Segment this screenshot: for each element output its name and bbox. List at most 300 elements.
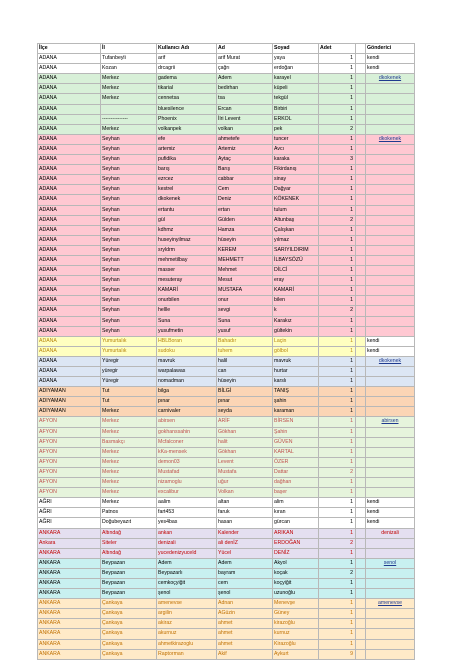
cell-soyad: erdoğan — [273, 64, 319, 74]
cell-kullanici-adi: KAMARİ — [157, 286, 217, 296]
cell-kullanici-adi: akiraz — [157, 619, 217, 629]
cell-kullanici-adi: onurbilen — [157, 296, 217, 306]
cell-adet: 1 — [319, 255, 356, 265]
cell-ilce: ADANA — [38, 225, 101, 235]
cell-il: Çankaya — [101, 629, 157, 639]
cell-adet: 1 — [319, 518, 356, 528]
cell-gonderici — [366, 478, 415, 488]
cell-ad: ahmetefe — [217, 134, 273, 144]
cell-kullanici-adi: masser — [157, 266, 217, 276]
cell-gonderici: kendi — [366, 498, 415, 508]
cell-gonderici — [366, 619, 415, 629]
cell-il: Seyhan — [101, 144, 157, 154]
cell-soyad: yılmaz — [273, 235, 319, 245]
cell-gonderici — [366, 205, 415, 215]
cell-gonderici[interactable]: abirsen — [366, 417, 415, 427]
cell-il: Merkez — [101, 84, 157, 94]
cell-soyad: Güney — [273, 609, 319, 619]
cell-soyad: BİRSEN — [273, 417, 319, 427]
cell-soyad: dağhan — [273, 478, 319, 488]
cell-il: Seyhan — [101, 195, 157, 205]
cell-ilce: AĞRI — [38, 498, 101, 508]
cell-ad: ARİF — [217, 417, 273, 427]
cell-soyad: TANIŞ — [273, 387, 319, 397]
cell-kullanici-adi: Raptorman — [157, 649, 217, 659]
table-row — [38, 589, 415, 599]
cell-kullanici-adi: amenevse — [157, 599, 217, 609]
cell-adet: 1 — [319, 64, 356, 74]
cell-adet: 1 — [319, 74, 356, 84]
cell-il: Çankaya — [101, 649, 157, 659]
cell-kullanici-adi: nomadman — [157, 377, 217, 387]
cell-spacer — [356, 175, 366, 185]
cell-il: Merkez — [101, 467, 157, 477]
cell-ad: MUSTAFA — [217, 286, 273, 296]
cell-ilce: ADIYAMAN — [38, 407, 101, 417]
cell-gonderici — [366, 488, 415, 498]
cell-spacer — [356, 326, 366, 336]
cell-soyad: sinay — [273, 175, 319, 185]
cell-spacer — [356, 377, 366, 387]
cell-adet: 1 — [319, 165, 356, 175]
cell-ad: AGüzin — [217, 609, 273, 619]
cell-spacer — [356, 558, 366, 568]
cell-ilce: ADIYAMAN — [38, 387, 101, 397]
cell-kullanici-adi: abirsen — [157, 417, 217, 427]
cell-spacer — [356, 518, 366, 528]
cell-soyad: tuncer — [273, 134, 319, 144]
cell-ilce: ADANA — [38, 296, 101, 306]
cell-kullanici-adi: aalim — [157, 498, 217, 508]
cell-kullanici-adi: yes4bas — [157, 518, 217, 528]
table-row — [38, 457, 415, 467]
cell-adet: 1 — [319, 195, 356, 205]
cell-adet: 1 — [319, 508, 356, 518]
cell-soyad: DENİZ — [273, 548, 319, 558]
cell-kullanici-adi: cemkoçyiğit — [157, 578, 217, 588]
table-row — [38, 84, 415, 94]
cell-ilce: ADANA — [38, 74, 101, 84]
cell-soyad: yaya — [273, 54, 319, 64]
cell-spacer — [356, 417, 366, 427]
cell-kullanici-adi: gokhanssahin — [157, 427, 217, 437]
cell-soyad: gölbol — [273, 346, 319, 356]
cell-soyad: Fikirdanış — [273, 165, 319, 175]
cell-gonderici[interactable]: amenevse — [366, 599, 415, 609]
cell-spacer — [356, 185, 366, 195]
cell-spacer — [356, 144, 366, 154]
cell-kullanici-adi: tikarial — [157, 84, 217, 94]
table-row — [38, 346, 415, 356]
cell-il: Seyhan — [101, 306, 157, 316]
cell-kullanici-adi: ankan — [157, 528, 217, 538]
cell-spacer — [356, 94, 366, 104]
cell-gonderici — [366, 589, 415, 599]
cell-kullanici-adi: sryldrm — [157, 245, 217, 255]
cell-gonderici — [366, 155, 415, 165]
table-body — [38, 54, 415, 660]
header-adet: Adet — [319, 44, 356, 54]
cell-adet: 1 — [319, 346, 356, 356]
cell-adet: 1 — [319, 367, 356, 377]
cell-soyad: şahin — [273, 397, 319, 407]
cell-ilce: ANKARA — [38, 649, 101, 659]
cell-ilce: ANKARA — [38, 528, 101, 538]
cell-il: Siteler — [101, 538, 157, 548]
cell-gonderici — [366, 568, 415, 578]
cell-soyad: karaman — [273, 407, 319, 417]
cell-spacer — [356, 367, 366, 377]
cell-gonderici — [366, 235, 415, 245]
cell-ilce: ANKARA — [38, 558, 101, 568]
cell-adet: 1 — [319, 417, 356, 427]
cell-adet: 1 — [319, 54, 356, 64]
cell-gonderici — [366, 165, 415, 175]
cell-kullanici-adi: fart453 — [157, 508, 217, 518]
cell-soyad: Dağyar — [273, 185, 319, 195]
cell-adet: 1 — [319, 245, 356, 255]
table-row — [38, 508, 415, 518]
cell-soyad: ERKOL — [273, 114, 319, 124]
cell-ad: Levent — [217, 457, 273, 467]
cell-ad: cem — [217, 578, 273, 588]
cell-ilce: ADANA — [38, 64, 101, 74]
cell-ad: pınar — [217, 397, 273, 407]
cell-spacer — [356, 619, 366, 629]
cell-gonderici — [366, 255, 415, 265]
cell-il: Merkez — [101, 457, 157, 467]
cell-gonderici — [366, 578, 415, 588]
cell-spacer — [356, 508, 366, 518]
cell-kullanici-adi: carnivaler — [157, 407, 217, 417]
cell-gonderici — [366, 548, 415, 558]
cell-soyad: Şahin — [273, 427, 319, 437]
cell-il: Seyhan — [101, 175, 157, 185]
cell-gonderici[interactable]: dkokenek — [366, 356, 415, 366]
cell-il: Merkez — [101, 478, 157, 488]
cell-ilce: ADANA — [38, 144, 101, 154]
cell-il: Seyhan — [101, 155, 157, 165]
cell-ilce: ADANA — [38, 54, 101, 64]
cell-kullanici-adi: warpalawas — [157, 367, 217, 377]
table-row — [38, 367, 415, 377]
cell-gonderici — [366, 407, 415, 417]
cell-adet: 1 — [319, 377, 356, 387]
cell-adet: 1 — [319, 619, 356, 629]
cell-adet: 3 — [319, 155, 356, 165]
cell-kullanici-adi: sudoku — [157, 346, 217, 356]
cell-kullanici-adi: gül — [157, 215, 217, 225]
cell-kullanici-adi: Phoenix — [157, 114, 217, 124]
cell-ad: Akif — [217, 649, 273, 659]
cell-adet: 1 — [319, 387, 356, 397]
cell-il: --------------- — [101, 114, 157, 124]
cell-kullanici-adi: akurnuz — [157, 629, 217, 639]
cell-spacer — [356, 467, 366, 477]
table-row — [38, 144, 415, 154]
cell-gonderici — [366, 649, 415, 659]
header-spacer — [356, 44, 366, 54]
cell-ilce: ADANA — [38, 316, 101, 326]
cell-soyad: k — [273, 306, 319, 316]
cell-gonderici[interactable]: senol — [366, 558, 415, 568]
cell-soyad: karslı — [273, 377, 319, 387]
cell-ad: volkan — [217, 124, 273, 134]
cell-ad: halil — [217, 356, 273, 366]
cell-il: Merkez — [101, 74, 157, 84]
cell-spacer — [356, 407, 366, 417]
cell-adet: 1 — [319, 114, 356, 124]
cell-soyad: SARIYILDIRIM — [273, 245, 319, 255]
cell-ilce: ADANA — [38, 377, 101, 387]
cell-adet: 1 — [319, 356, 356, 366]
cell-gonderici — [366, 286, 415, 296]
cell-soyad: Birbiri — [273, 104, 319, 114]
cell-ad: can — [217, 367, 273, 377]
cell-ilce: ADANA — [38, 134, 101, 144]
header-kullanici-adi: Kullanıcı Adı — [157, 44, 217, 54]
cell-ad: Volkan — [217, 488, 273, 498]
cell-gonderici — [366, 185, 415, 195]
cell-adet: 1 — [319, 427, 356, 437]
cell-ad: yusuf — [217, 326, 273, 336]
cell-il: Tufanbeyli — [101, 54, 157, 64]
table-row — [38, 306, 415, 316]
cell-adet: 1 — [319, 558, 356, 568]
cell-kullanici-adi: gadema — [157, 74, 217, 84]
cell-ilce: ANKARA — [38, 599, 101, 609]
cell-gonderici — [366, 377, 415, 387]
cell-soyad: başer — [273, 488, 319, 498]
cell-ilce: ADANA — [38, 124, 101, 134]
cell-ilce: AFYON — [38, 447, 101, 457]
cell-il: Seyhan — [101, 286, 157, 296]
cell-ilce: ADANA — [38, 185, 101, 195]
cell-gonderici — [366, 306, 415, 316]
cell-soyad: Kirazoğlu — [273, 639, 319, 649]
user-table — [37, 43, 415, 660]
cell-ilce: ADANA — [38, 326, 101, 336]
cell-spacer — [356, 498, 366, 508]
cell-kullanici-adi: yusufmetin — [157, 326, 217, 336]
cell-gonderici — [366, 195, 415, 205]
cell-ilce: AĞRI — [38, 508, 101, 518]
cell-spacer — [356, 336, 366, 346]
cell-spacer — [356, 235, 366, 245]
table-row — [38, 558, 415, 568]
cell-spacer — [356, 74, 366, 84]
cell-spacer — [356, 629, 366, 639]
cell-spacer — [356, 104, 366, 114]
table-row — [38, 134, 415, 144]
cell-ilce: ADANA — [38, 306, 101, 316]
cell-gonderici — [366, 437, 415, 447]
cell-ad: sevgi — [217, 306, 273, 316]
cell-il: Seyhan — [101, 316, 157, 326]
cell-ilce: ADANA — [38, 356, 101, 366]
cell-ad: Hamza — [217, 225, 273, 235]
cell-adet: 1 — [319, 609, 356, 619]
cell-spacer — [356, 609, 366, 619]
cell-adet: 1 — [319, 286, 356, 296]
spreadsheet — [37, 43, 415, 660]
cell-soyad: İLBAYSÖZÜ — [273, 255, 319, 265]
cell-gonderici: kendi — [366, 336, 415, 346]
cell-il: Merkez — [101, 447, 157, 457]
cell-adet: 1 — [319, 104, 356, 114]
cell-gonderici — [366, 316, 415, 326]
cell-spacer — [356, 306, 366, 316]
cell-gonderici: kendi — [366, 508, 415, 518]
cell-ad: Adnan — [217, 599, 273, 609]
cell-adet: 1 — [319, 235, 356, 245]
cell-il: Çankaya — [101, 599, 157, 609]
cell-kullanici-adi: volkanpek — [157, 124, 217, 134]
cell-ad: Cem — [217, 185, 273, 195]
cell-kullanici-adi: pufidika — [157, 155, 217, 165]
cell-kullanici-adi: kKa-mensek — [157, 447, 217, 457]
cell-spacer — [356, 165, 366, 175]
table-row — [38, 649, 415, 659]
cell-ad: Yücel — [217, 548, 273, 558]
cell-gonderici — [366, 367, 415, 377]
cell-kullanici-adi: argilin — [157, 609, 217, 619]
cell-soyad: bilen — [273, 296, 319, 306]
cell-soyad: küpeli — [273, 84, 319, 94]
cell-adet: 1 — [319, 589, 356, 599]
cell-il: Seyhan — [101, 266, 157, 276]
cell-ilce: ADANA — [38, 336, 101, 346]
cell-adet: 1 — [319, 185, 356, 195]
table-row — [38, 518, 415, 528]
cell-kullanici-adi: arif — [157, 54, 217, 64]
cell-spacer — [356, 255, 366, 265]
cell-kullanici-adi: mesuteray — [157, 276, 217, 286]
table-row — [38, 356, 415, 366]
table-row — [38, 114, 415, 124]
cell-adet: 1 — [319, 266, 356, 276]
cell-gonderici[interactable]: dkokenek — [366, 74, 415, 84]
cell-ilce: ANKARA — [38, 629, 101, 639]
cell-gonderici — [366, 215, 415, 225]
cell-kullanici-adi: denizali — [157, 538, 217, 548]
cell-ilce: ADANA — [38, 155, 101, 165]
cell-gonderici — [366, 326, 415, 336]
cell-il: Merkez — [101, 124, 157, 134]
cell-ad: Bahadır — [217, 336, 273, 346]
cell-ilce: ADANA — [38, 235, 101, 245]
header-ad: Ad — [217, 44, 273, 54]
cell-soyad: uzunoğlu — [273, 589, 319, 599]
cell-soyad: tekgül — [273, 94, 319, 104]
cell-adet: 1 — [319, 498, 356, 508]
cell-il: Tut — [101, 387, 157, 397]
header-soyad: Soyad — [273, 44, 319, 54]
cell-ad: ahmet — [217, 639, 273, 649]
cell-adet: 1 — [319, 336, 356, 346]
table-row — [38, 447, 415, 457]
cell-ilce: ADANA — [38, 346, 101, 356]
cell-gonderici — [366, 427, 415, 437]
cell-il: Patnos — [101, 508, 157, 518]
cell-ad: Gülden — [217, 215, 273, 225]
table-row — [38, 104, 415, 114]
cell-adet: 1 — [319, 144, 356, 154]
cell-ilce: ANKARA — [38, 578, 101, 588]
cell-soyad: tulum — [273, 205, 319, 215]
cell-ad: MEHMETT — [217, 255, 273, 265]
table-row — [38, 639, 415, 649]
cell-adet: 1 — [319, 599, 356, 609]
cell-gonderici — [366, 296, 415, 306]
cell-ilce: ANKARA — [38, 619, 101, 629]
cell-soyad: pek — [273, 124, 319, 134]
cell-spacer — [356, 266, 366, 276]
table-row — [38, 427, 415, 437]
cell-ad: uğur — [217, 478, 273, 488]
cell-kullanici-adi: artemiz — [157, 144, 217, 154]
cell-kullanici-adi: dkokenek — [157, 195, 217, 205]
cell-spacer — [356, 639, 366, 649]
cell-adet: 1 — [319, 457, 356, 467]
table-row — [38, 175, 415, 185]
table-row — [38, 215, 415, 225]
cell-gonderici: denizali — [366, 528, 415, 538]
table-row — [38, 629, 415, 639]
cell-ilce: Ankara — [38, 538, 101, 548]
cell-ilce: AFYON — [38, 427, 101, 437]
cell-soyad: Aykurt — [273, 649, 319, 659]
cell-gonderici[interactable]: dkokenek — [366, 134, 415, 144]
cell-gonderici — [366, 457, 415, 467]
cell-ilce: AĞRI — [38, 518, 101, 528]
cell-soyad: Akyol — [273, 558, 319, 568]
cell-il — [101, 104, 157, 114]
cell-ad: Gökhan — [217, 427, 273, 437]
cell-il: Merkez — [101, 94, 157, 104]
cell-ad: hasan — [217, 518, 273, 528]
cell-kullanici-adi: nizamoglu — [157, 478, 217, 488]
cell-gonderici — [366, 629, 415, 639]
cell-adet: 2 — [319, 568, 356, 578]
cell-kullanici-adi: mehmetilbay — [157, 255, 217, 265]
cell-ad: ertan — [217, 205, 273, 215]
cell-ilce: ANKARA — [38, 609, 101, 619]
table-row — [38, 478, 415, 488]
table-row — [38, 235, 415, 245]
cell-il: Seyhan — [101, 235, 157, 245]
cell-soyad: eray — [273, 276, 319, 286]
cell-ad: Deniz — [217, 195, 273, 205]
cell-soyad: Laçin — [273, 336, 319, 346]
cell-spacer — [356, 387, 366, 397]
table-row — [38, 488, 415, 498]
cell-spacer — [356, 346, 366, 356]
cell-il: Merkez — [101, 498, 157, 508]
cell-adet: 1 — [319, 397, 356, 407]
cell-il: Beypazarı — [101, 568, 157, 578]
cell-kullanici-adi: Mustafad — [157, 467, 217, 477]
cell-ilce: ANKARA — [38, 568, 101, 578]
cell-soyad: gürcan — [273, 518, 319, 528]
cell-spacer — [356, 447, 366, 457]
cell-soyad: Dattar — [273, 467, 319, 477]
cell-ilce: ADANA — [38, 367, 101, 377]
cell-spacer — [356, 215, 366, 225]
cell-kullanici-adi: mavruk — [157, 356, 217, 366]
cell-il: Altındağ — [101, 528, 157, 538]
cell-spacer — [356, 134, 366, 144]
